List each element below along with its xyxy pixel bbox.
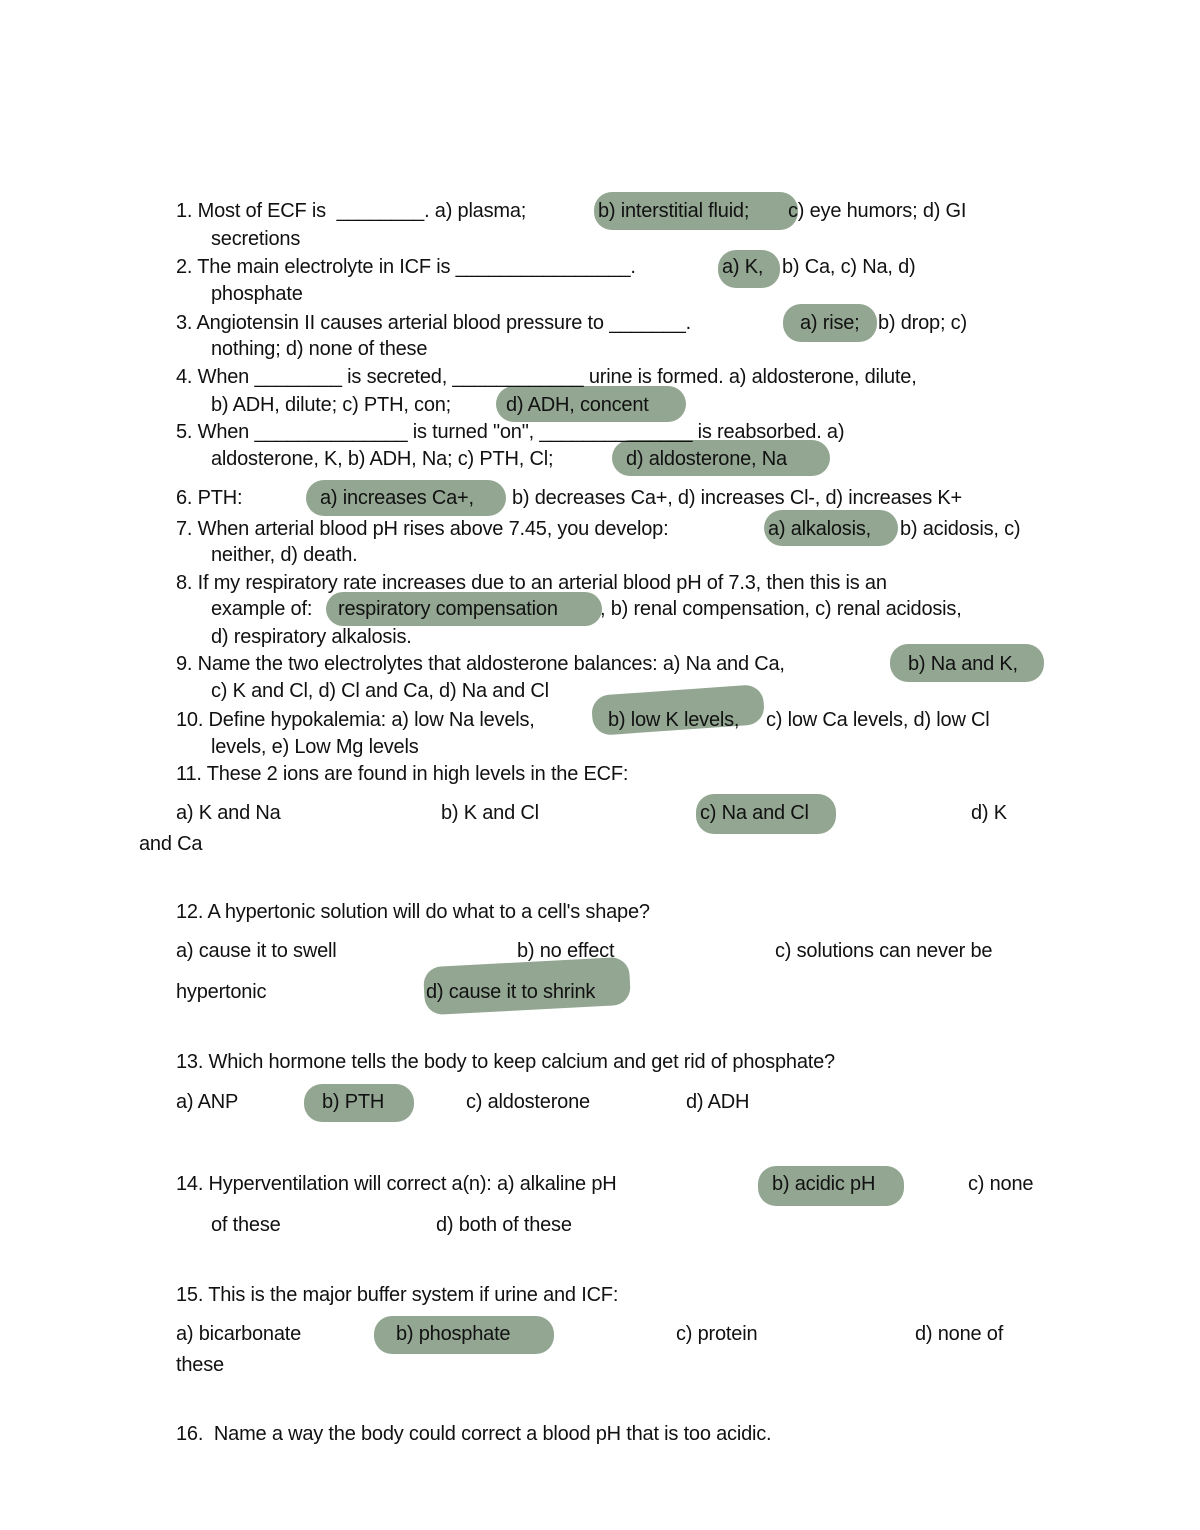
q7-text: 7. When arterial blood pH rises above 7.45, you develop: xyxy=(176,518,669,540)
q15-option-c: c) protein xyxy=(676,1323,758,1345)
q12-option-b: b) no effect xyxy=(517,940,615,962)
q7-text-cont: b) acidosis, c) xyxy=(900,518,1021,540)
q5-answer-text: d) aldosterone, Na xyxy=(626,448,787,470)
q6-text-cont: b) decreases Ca+, d) increases Cl-, d) increases K+ xyxy=(512,487,962,509)
q13-option-a: a) ANP xyxy=(176,1091,239,1113)
q2-text-cont: b) Ca, c) Na, d) xyxy=(782,256,916,278)
q6-text: 6. PTH: xyxy=(176,487,243,509)
q15-option-d: d) none of xyxy=(915,1323,1004,1345)
q8-text: 8. If my respiratory rate increases due to an arterial blood pH of 7.3, then this is an xyxy=(176,572,887,594)
q12-option-c-cont: hypertonic xyxy=(176,981,267,1003)
q13-text: 13. Which hormone tells the body to keep calcium and get rid of phosphate? xyxy=(176,1051,835,1073)
q14-option-c-cont: of these xyxy=(211,1214,281,1236)
q7-text-line2: neither, d) death. xyxy=(211,544,358,566)
q4-text: 4. When ________ is secreted, ____________ urine is formed. a) aldosterone, dilute, xyxy=(176,366,917,388)
q2-text-line2: phosphate xyxy=(211,283,303,305)
q14-text: 14. Hyperventilation will correct a(n): a) alkaline pH xyxy=(176,1173,617,1195)
q10-text-cont: c) low Ca levels, d) low Cl xyxy=(766,709,990,731)
q11-option-d: d) K xyxy=(971,802,1007,824)
q15-option-d-cont: these xyxy=(176,1354,224,1376)
q12-text: 12. A hypertonic solution will do what to a cell's shape? xyxy=(176,901,650,923)
q16-text: 16. Name a way the body could correct a blood pH that is too acidic. xyxy=(176,1423,772,1445)
q11-option-d-cont: and Ca xyxy=(139,833,203,855)
q13-option-d: d) ADH xyxy=(686,1091,750,1113)
q1-text-line2: secretions xyxy=(211,228,301,250)
q3-text: 3. Angiotensin II causes arterial blood pressure to _______. xyxy=(176,312,692,334)
q1-text: 1. Most of ECF is ________. a) plasma; xyxy=(176,200,527,222)
q9-answer-text: b) Na and K, xyxy=(908,653,1018,675)
q15-text: 15. This is the major buffer system if urine and ICF: xyxy=(176,1284,619,1306)
q10-text: 10. Define hypokalemia: a) low Na levels, xyxy=(176,709,535,731)
q15-answer-text: b) phosphate xyxy=(396,1323,511,1345)
q11-option-b: b) K and Cl xyxy=(441,802,539,824)
q8-text-cont: , b) renal compensation, c) renal acidosis, xyxy=(600,598,962,620)
q6-answer-text: a) increases Ca+, xyxy=(320,487,474,509)
q13-answer-text: b) PTH xyxy=(322,1091,385,1113)
q12-option-a: a) cause it to swell xyxy=(176,940,337,962)
q5-text-line2: aldosterone, K, b) ADH, Na; c) PTH, Cl; xyxy=(211,448,554,470)
q2-answer-text: a) K, xyxy=(722,256,764,278)
q15-option-a: a) bicarbonate xyxy=(176,1323,302,1345)
q9-text-line2: c) K and Cl, d) Cl and Ca, d) Na and Cl xyxy=(211,680,549,702)
q11-option-a: a) K and Na xyxy=(176,802,281,824)
q9-text: 9. Name the two electrolytes that aldosterone balances: a) Na and Ca, xyxy=(176,653,785,675)
q8-text-line3: d) respiratory alkalosis. xyxy=(211,626,412,648)
q3-text-line2: nothing; d) none of these xyxy=(211,338,428,360)
q8-answer-text: respiratory compensation xyxy=(338,598,558,620)
q10-text-line2: levels, e) Low Mg levels xyxy=(211,736,419,758)
q4-text-line2: b) ADH, dilute; c) PTH, con; xyxy=(211,394,452,416)
q2-text: 2. The main electrolyte in ICF is ________________. xyxy=(176,256,636,278)
q11-option-c: c) Na and Cl xyxy=(700,802,809,824)
q8-text-line2: example of: xyxy=(211,598,313,620)
q7-answer-text: a) alkalosis, xyxy=(768,518,871,540)
q12-option-c: c) solutions can never be xyxy=(775,940,993,962)
q13-option-c: c) aldosterone xyxy=(466,1091,590,1113)
q10-answer-text: b) low K levels, xyxy=(608,709,740,731)
q14-answer-text: b) acidic pH xyxy=(772,1173,876,1195)
q1-text-cont: c) eye humors; d) GI xyxy=(788,200,967,222)
q3-answer-text: a) rise; xyxy=(800,312,860,334)
q1-answer-text: b) interstitial fluid; xyxy=(598,200,750,222)
q4-answer-text: d) ADH, concent xyxy=(506,394,649,416)
q14-option-c: c) none xyxy=(968,1173,1034,1195)
q3-text-cont: b) drop; c) xyxy=(878,312,967,334)
q5-text: 5. When ______________ is turned "on", ______________ is reabsorbed. a) xyxy=(176,421,845,443)
q14-option-d: d) both of these xyxy=(436,1214,572,1236)
q11-text: 11. These 2 ions are found in high levels in the ECF: xyxy=(176,763,629,785)
q12-answer-text: d) cause it to shrink xyxy=(426,981,596,1003)
